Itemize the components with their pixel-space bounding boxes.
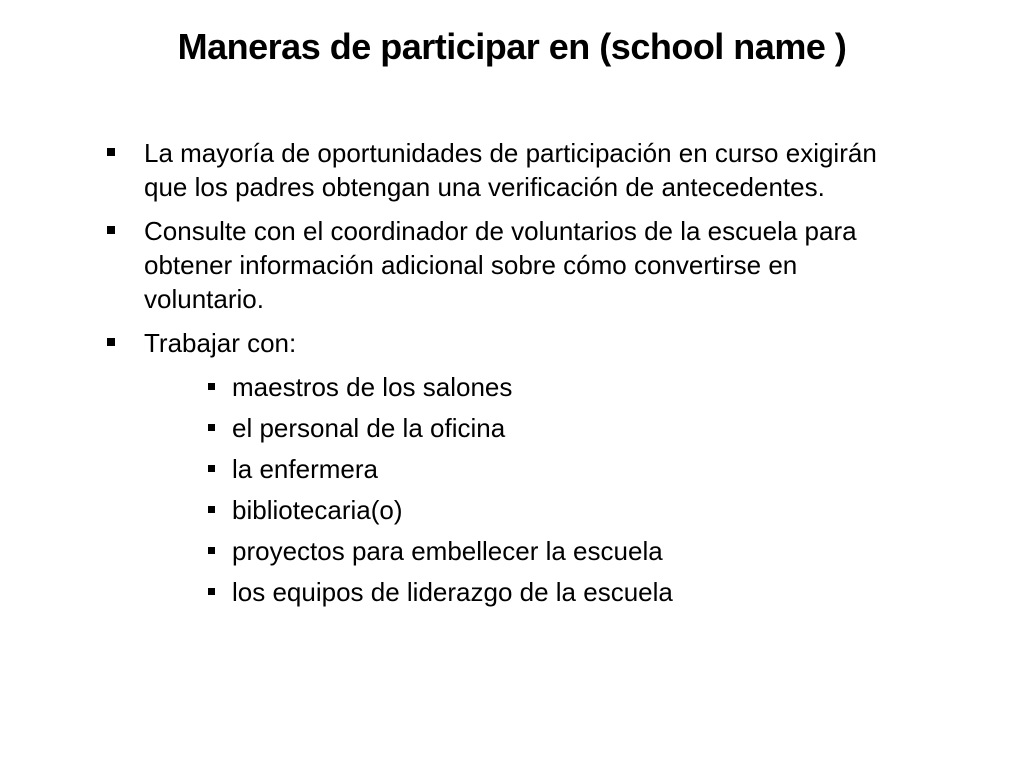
square-bullet-icon	[107, 226, 115, 234]
sub-bullet-item	[204, 411, 920, 445]
slide-title: Maneras de participar en (school name )	[177, 26, 847, 67]
sub-bullet-item	[204, 575, 920, 609]
sub-bullet-text: bibliotecaria(o)	[232, 495, 403, 525]
sub-bullet-text: proyectos para embellecer la escuela	[232, 536, 663, 566]
square-bullet-icon	[208, 465, 215, 472]
square-bullet-icon	[208, 383, 215, 390]
square-bullet-icon	[208, 588, 215, 595]
bullet-list	[100, 136, 920, 616]
sub-bullet-text: la enfermera	[232, 454, 378, 484]
bullet-item	[100, 136, 920, 204]
bullet-text: La mayoría de oportunidades de participación en curso exigirán que los padres obtengan una verificación de antecedentes.	[144, 138, 877, 202]
square-bullet-icon	[107, 338, 115, 346]
bullet-text: Consulte con el coordinador de voluntarios de la escuela para obtener información adicional sobre cómo convertirse en voluntario.	[144, 216, 857, 314]
square-bullet-icon	[208, 506, 215, 513]
bullet-item	[100, 214, 920, 316]
sub-bullet-list	[100, 370, 920, 609]
square-bullet-icon	[208, 424, 215, 431]
sub-bullet-text: los equipos de liderazgo de la escuela	[232, 577, 673, 607]
sub-bullet-item	[204, 534, 920, 568]
sub-bullet-item	[204, 370, 920, 404]
sub-bullet-text: maestros de los salones	[232, 372, 513, 402]
sub-bullet-item	[204, 493, 920, 527]
square-bullet-icon	[208, 547, 215, 554]
sub-bullet-text: el personal de la oficina	[232, 413, 506, 443]
square-bullet-icon	[107, 148, 115, 156]
bullet-item	[100, 326, 920, 360]
sub-bullet-item	[204, 452, 920, 486]
bullet-text: Trabajar con:	[144, 328, 297, 358]
